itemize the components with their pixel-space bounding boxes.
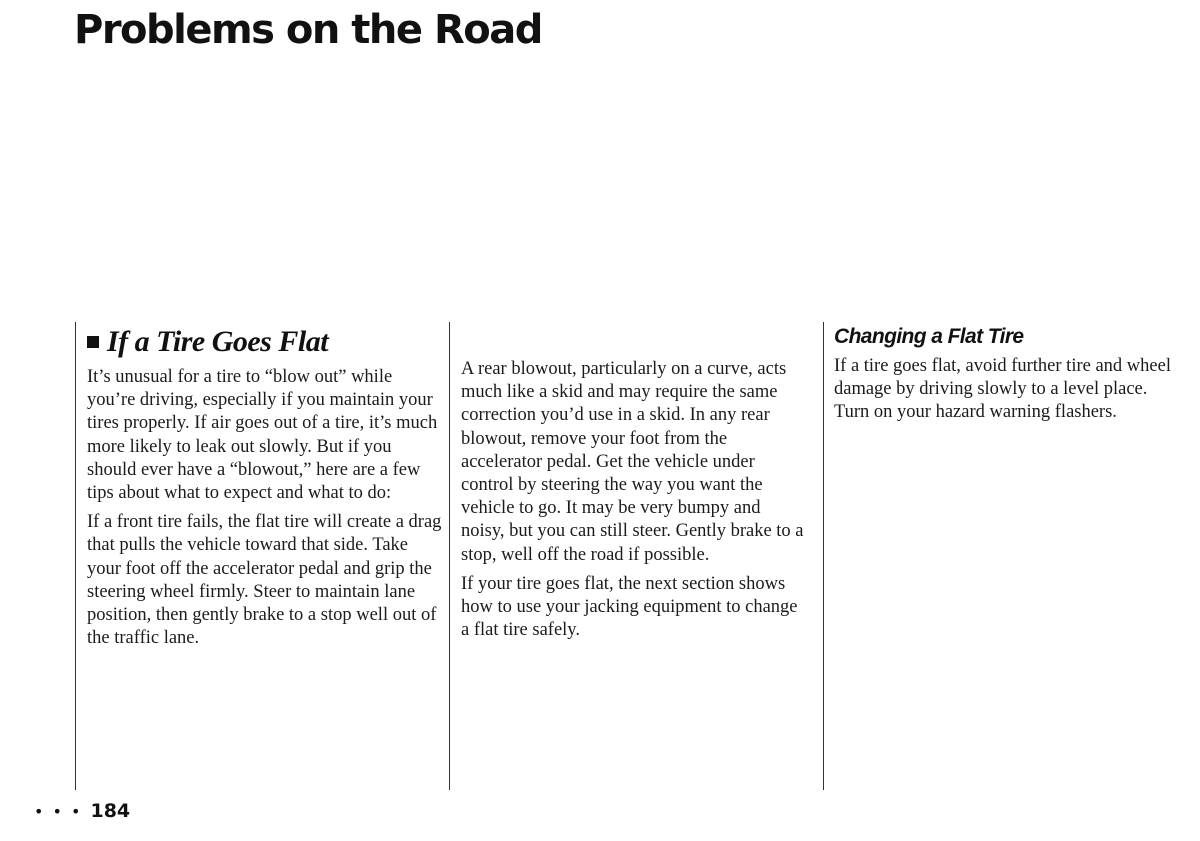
section-heading-text: If a Tire Goes Flat: [107, 325, 329, 358]
page-number: 184: [90, 800, 131, 822]
paragraph: If your tire goes flat, the next section shows how to use your jacking equipment to change a flat tire safely.: [461, 573, 798, 641]
column-rule-right: [823, 322, 824, 790]
sub-heading-changing-flat: Changing a Flat Tire: [834, 325, 1024, 348]
column-rule-left: [75, 322, 76, 790]
section-heading-tire-flat: [87, 322, 328, 362]
square-bullet-icon: [87, 336, 99, 348]
column-rule-middle: [449, 322, 450, 790]
column-2: [461, 358, 806, 648]
page-footer: [34, 800, 130, 822]
paragraph: A rear blowout, particularly on a curve, acts much like a skid and may require the same correction you’d use in a skid. In any rear blowout, remove your foot from the accelerator pedal. Get the vehicle under control by steering the way you want the vehicle to go. It may be very bumpy and noisy, but you can still steer. Gently brake to a stop, well off the road if possible.: [461, 359, 804, 565]
paragraph: If a tire goes flat, avoid further tire and wheel damage by driving slowly to a level place. Turn on your hazard warning flashers.: [834, 356, 1171, 423]
column-1: [87, 366, 442, 656]
footer-dots: • • •: [34, 801, 83, 821]
column-3: [834, 355, 1179, 431]
page-title: Problems on the Road: [74, 7, 542, 53]
paragraph: If a front tire fails, the flat tire will create a drag that pulls the vehicle toward that side. Take your foot off the accelerator pedal and grip the steering wheel firmly. Steer to maintain lane position, then gently brake to a stop well out of the traffic lane.: [87, 512, 442, 649]
paragraph: It’s unusual for a tire to “blow out” while you’re driving, especially if you maintain your tires properly. If air goes out of a tire, it’s much more likely to leak out slowly. But if you should ever have a “blowout,” here are a few tips about what to expect and what to do:: [87, 367, 438, 504]
